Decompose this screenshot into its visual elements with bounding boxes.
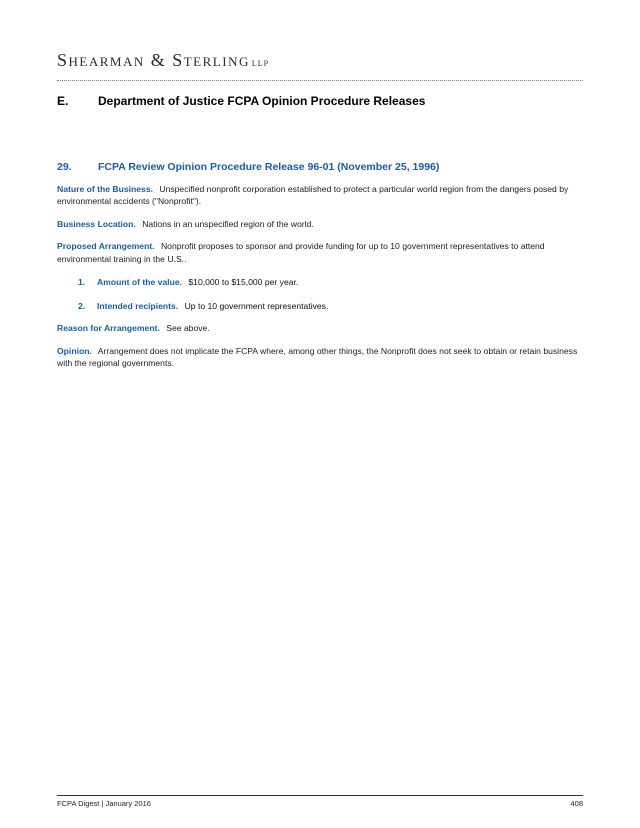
list-item-body <box>97 300 328 312</box>
list-item <box>57 300 583 312</box>
document-body <box>57 161 583 370</box>
numbered-list <box>57 276 583 312</box>
paragraph-text: See above. <box>166 323 210 334</box>
list-item-text: $10,000 to $15,000 per year. <box>188 277 299 288</box>
release-title: FCPA Review Opinion Procedure Release 96-01 (November 25, 1996) <box>98 161 440 173</box>
paragraph-label: Business Location. <box>57 218 136 229</box>
page-number: 408 <box>570 799 583 808</box>
page-header <box>57 50 583 108</box>
paragraph-reason-for-arrangement <box>57 322 583 334</box>
paragraph-text: Arrangement does not implicate the FCPA where, among other things, the Nonprofit does not seek to obtain or retain business with the regional governments. <box>57 345 578 369</box>
release-heading <box>57 161 583 173</box>
section-heading <box>57 94 583 108</box>
paragraph-label: Nature of the Business. <box>57 184 153 194</box>
page-footer <box>57 795 583 808</box>
paragraph-label: Opinion. <box>57 345 92 356</box>
paragraph-text: Nonprofit proposes to sponsor and provide funding for up to 10 government representatives to attend environmental training in the U.S.. <box>57 241 545 264</box>
logo-text: Shearman & Sterling <box>57 50 250 70</box>
paragraph-text: Nations in an unspecified region of the world. <box>142 218 314 229</box>
list-item-label: Intended recipients. <box>97 300 179 311</box>
footer-row <box>57 799 583 808</box>
paragraph-text: Unspecified nonprofit corporation established to protect a particular world region from the dangers posed by environmental accidents ("Nonprofit"). <box>57 184 569 207</box>
paragraph-label: Reason for Arrangement. <box>57 323 160 334</box>
logo-suffix: LLP <box>251 59 270 68</box>
footer-divider <box>57 795 583 796</box>
section-number: E. <box>57 94 69 108</box>
paragraph-label: Proposed Arrangement. <box>57 241 155 252</box>
paragraph-opinion <box>57 345 583 370</box>
list-item-number: 2. <box>78 300 86 311</box>
paragraph-proposed-arrangement <box>57 240 583 265</box>
paragraph-nature-of-business <box>57 183 583 208</box>
footer-document-title: FCPA Digest | January 2016 <box>57 799 151 808</box>
list-item <box>57 276 583 288</box>
release-number: 29. <box>57 161 72 173</box>
list-item-number: 1. <box>78 277 86 288</box>
list-item-body <box>97 276 298 288</box>
list-item-text: Up to 10 government representatives. <box>184 300 329 311</box>
section-title: Department of Justice FCPA Opinion Procedure Releases <box>98 94 426 108</box>
header-divider <box>57 80 583 81</box>
paragraph-business-location <box>57 218 583 230</box>
firm-logo <box>57 50 583 71</box>
list-item-label: Amount of the value. <box>97 277 182 288</box>
